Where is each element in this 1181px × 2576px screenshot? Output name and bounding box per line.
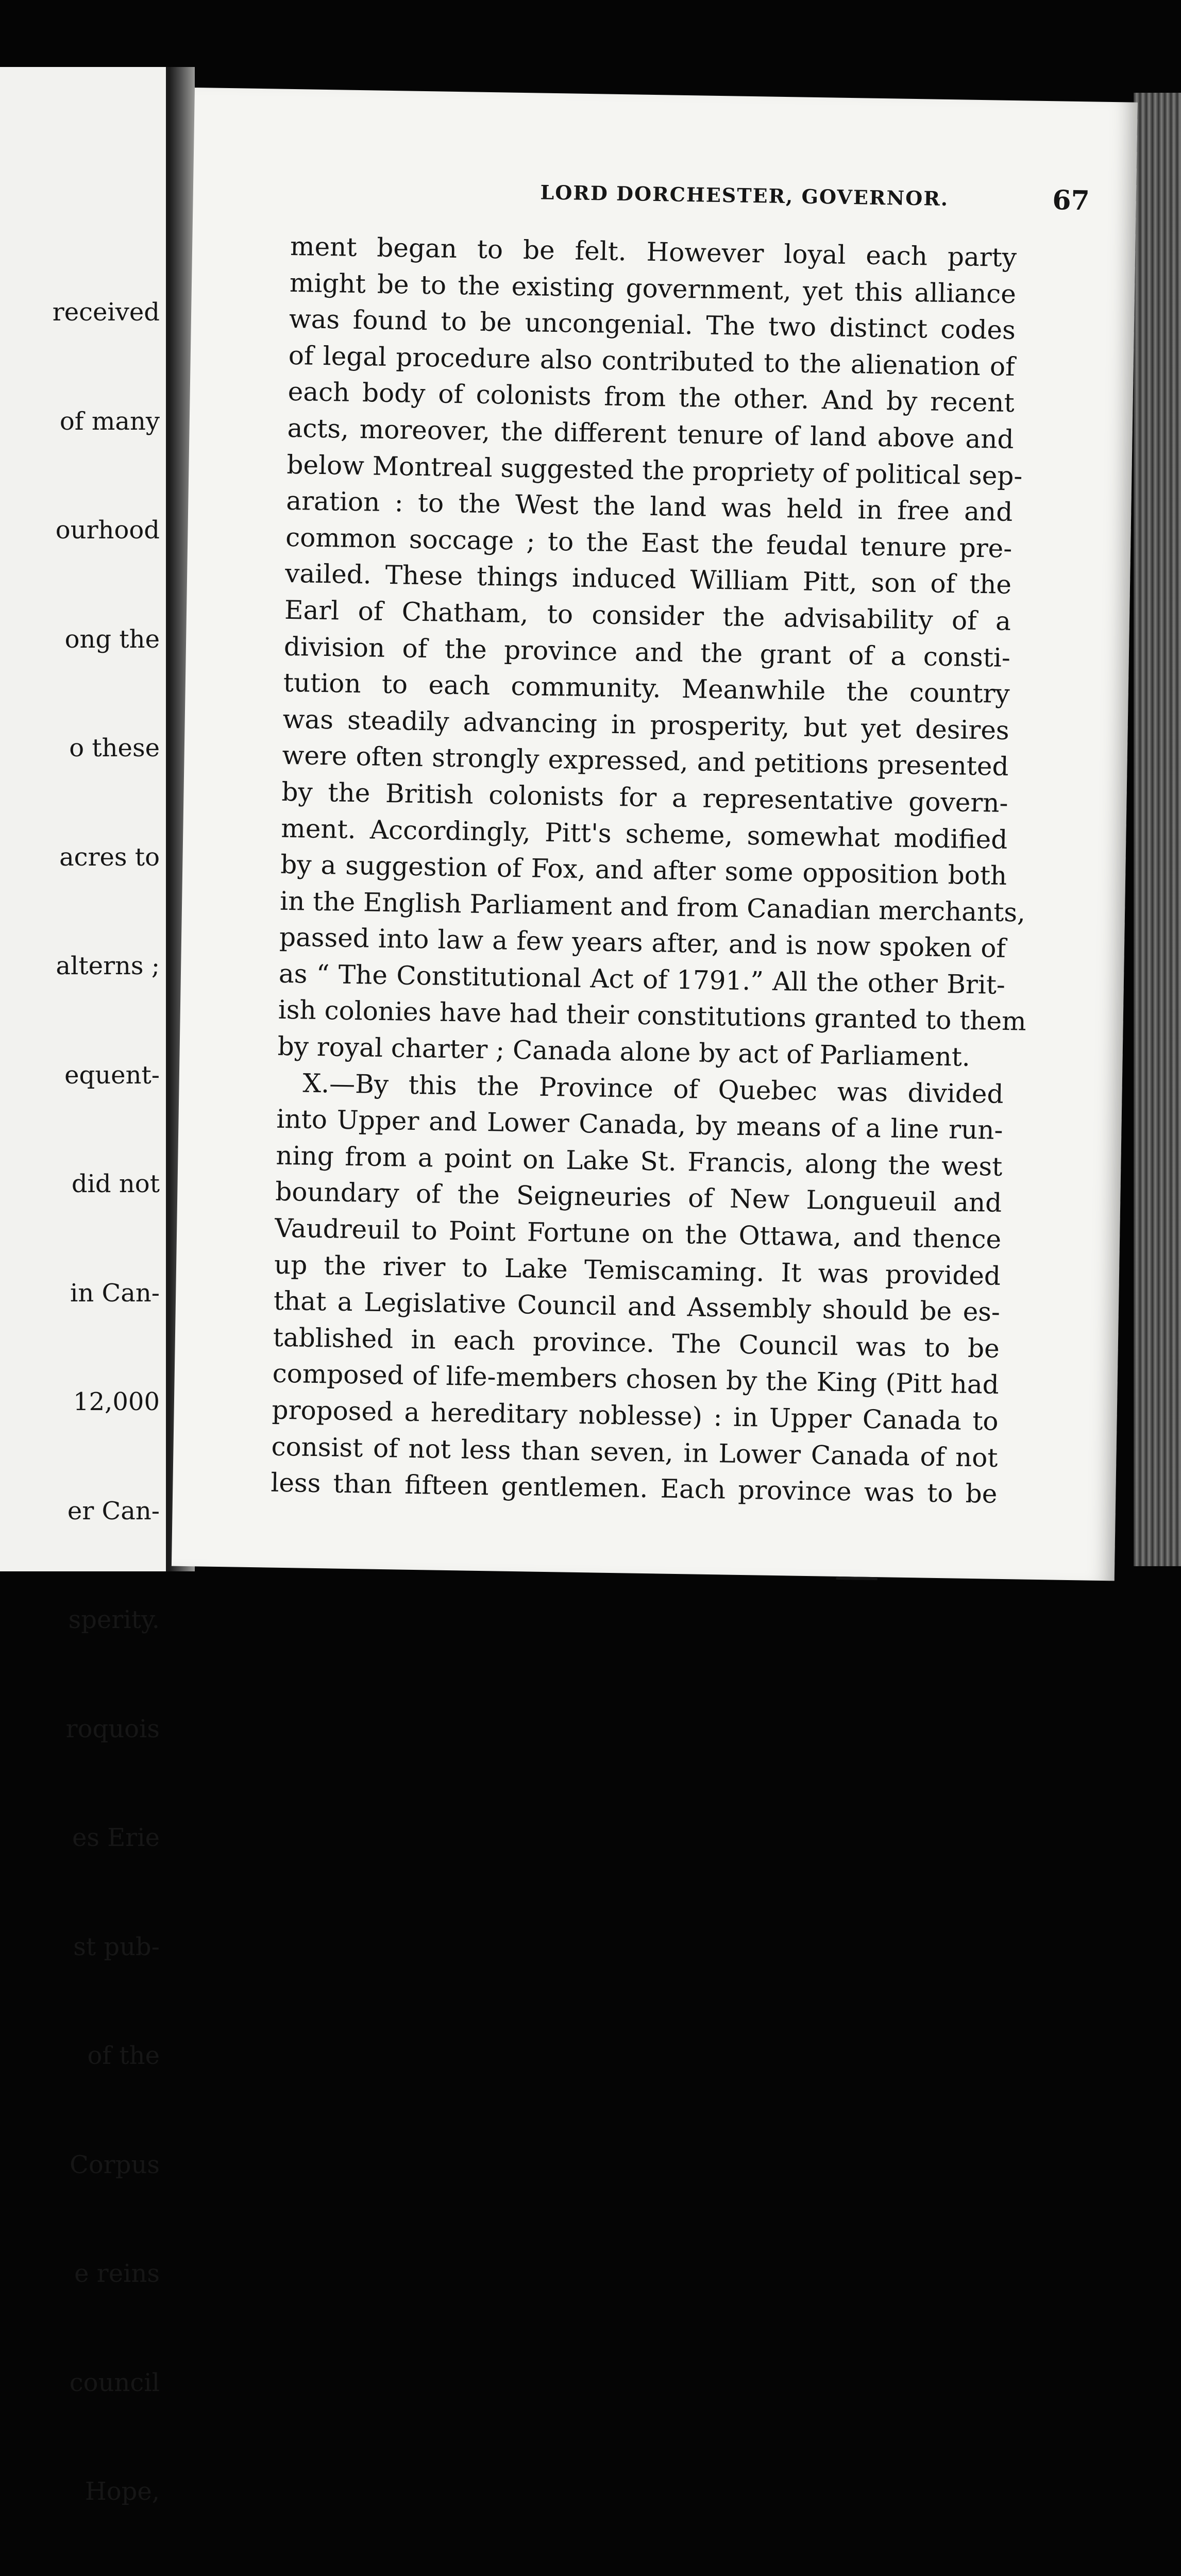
text-line: X.—By this the Province of Quebec was divided — [302, 1068, 1004, 1109]
left-line: received — [52, 298, 160, 327]
text-line: by the British colonists for a representative govern- — [281, 776, 1008, 818]
text-line: as “ The Constitutional Act of 1791.” All the other Brit- — [278, 958, 1006, 1000]
text-line: was steadily advancing in prosperity, but yet desires — [282, 704, 1010, 745]
text-line: consist of not less than seven, in Lower Canada of not — [271, 1431, 998, 1473]
text-line: in the English Parliament and from Canadian merchants, — [279, 886, 1026, 928]
text-line: below Montreal suggested the propriety of political sep- — [286, 449, 1023, 491]
left-line: st pub- — [73, 1932, 160, 1961]
running-head: LORD DORCHESTER, GOVERNOR. — [540, 180, 949, 211]
left-line: ourhood — [55, 516, 160, 545]
left-page-text — [53, 222, 160, 2576]
text-line: that a Legislative Council and Assembly should be es- — [273, 1285, 1001, 1328]
text-line: Earl of Chatham, to consider the advisability of a — [284, 595, 1011, 636]
left-line: did not — [71, 1170, 160, 1198]
left-facing-page — [0, 67, 169, 2506]
text-line: tution to each community. Meanwhile the country — [283, 667, 1010, 709]
left-line: equent- — [64, 1060, 160, 1090]
text-line: up the river to Lake Temiscaming. It was provided — [274, 1249, 1001, 1291]
text-line: ment. Accordingly, Pitt's scheme, somewhat modified — [280, 813, 1008, 855]
text-line: common soccage ; to the East the feudal tenure pre- — [285, 522, 1013, 564]
text-line: was found to be uncongenial. The two distinct codes — [289, 304, 1016, 346]
text-line: into Upper and Lower Canada, by means of a line run- — [276, 1104, 1003, 1146]
text-line: by a suggestion of Fox, and after some opposition both — [280, 849, 1007, 891]
left-line: er Can- — [67, 1496, 160, 1526]
left-line: roquois — [65, 1714, 160, 1743]
left-line: of many — [59, 406, 160, 436]
left-line: acres to — [59, 842, 160, 872]
text-line: were often strongly expressed, and petitions presented — [282, 740, 1009, 782]
left-line: of the — [87, 2041, 160, 2070]
left-line: in Can- — [70, 1278, 160, 1308]
left-line: sperity. — [68, 1605, 160, 1634]
left-line: Corpus — [70, 2150, 160, 2179]
text-line: by royal charter ; Canada alone by act of Parliament. — [277, 1031, 971, 1072]
page-edge-stack — [1134, 93, 1181, 1566]
left-line: e reins — [74, 2259, 160, 2288]
left-line: alterns ; — [56, 952, 160, 980]
left-line: council — [69, 2368, 160, 2397]
text-line: boundary of the Seigneuries of New Longueuil and — [275, 1177, 1002, 1218]
body-text — [271, 228, 1026, 1513]
left-line: es Erie — [72, 1823, 160, 1852]
text-line: might be to the existing government, yet this alliance — [289, 267, 1017, 309]
text-line: vailed. These things induced William Pitt, son of the — [284, 558, 1012, 600]
text-line: of legal procedure also contributed to the alienation of — [288, 340, 1016, 382]
text-line: proposed a hereditary noblesse) : in Upper Canada to — [272, 1395, 999, 1436]
text-line: acts, moreover, the different tenure of land above and — [287, 413, 1014, 455]
text-line: ish colonies have had their constitutions granted to them — [278, 995, 1026, 1037]
left-line: 12,000 — [73, 1387, 160, 1416]
text-line: less than fifteen gentlemen. Each province was to be — [271, 1467, 998, 1509]
left-line: o these — [69, 734, 160, 762]
text-line: ment began to be felt. However loyal each party — [290, 231, 1017, 273]
catch-dash — [836, 1577, 878, 1580]
right-page — [172, 88, 1138, 1581]
text-line: passed into law a few years after, and is now spoken of — [279, 922, 1006, 964]
page-number: 67 — [1052, 184, 1090, 217]
left-line: ong the — [64, 624, 160, 654]
text-line: tablished in each province. The Council was to be — [273, 1322, 1000, 1364]
text-line: division of the province and the grant of a consti- — [283, 631, 1011, 673]
text-line: aration : to the West the land was held in free and — [285, 486, 1013, 528]
text-line: composed of life-members chosen by the King (Pitt had — [272, 1359, 1000, 1400]
text-line: each body of colonists from the other. And by recent — [288, 377, 1015, 418]
text-line: Vaudreuil to Point Fortune on the Ottawa, and thence — [274, 1213, 1002, 1255]
left-line: Hope, — [85, 2477, 160, 2506]
text-line: ning from a point on Lake St. Francis, along the west — [276, 1140, 1003, 1182]
